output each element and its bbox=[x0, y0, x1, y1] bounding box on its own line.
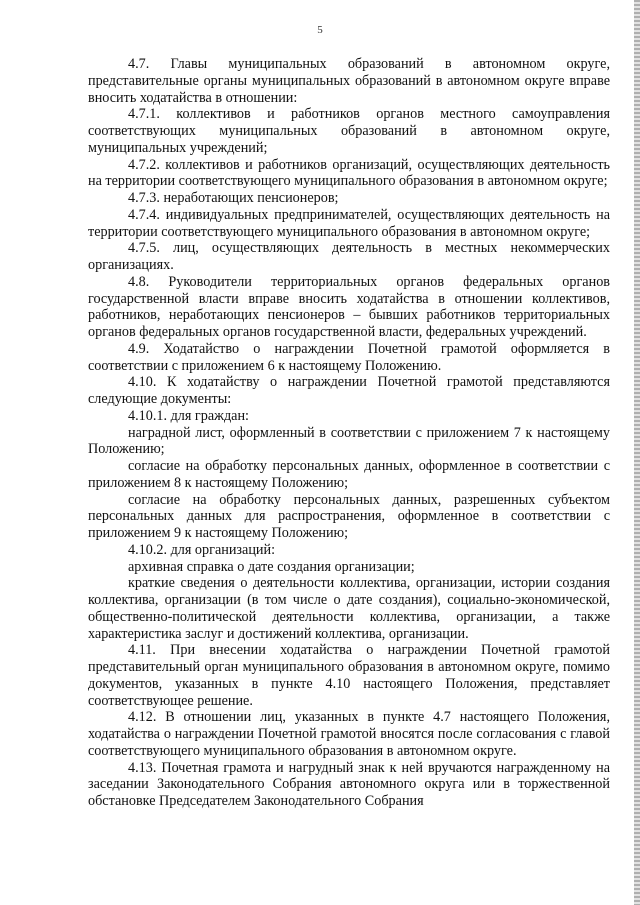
paragraph-4-12: 4.12. В отношении лиц, указанных в пункте 4.7 настоящего Положения, ходатайства о награждении Почетной грамотой вносятся после согласования с главой соответствующего муниципального образования в автономном округе. bbox=[88, 709, 610, 759]
page-number: 5 bbox=[317, 24, 323, 36]
document-body bbox=[88, 56, 610, 810]
paragraph-archive-certificate: архивная справка о дате создания организации; bbox=[128, 558, 415, 575]
paragraph-4-7-3: 4.7.3. неработающих пенсионеров; bbox=[128, 190, 339, 206]
paragraph-4-7-1: 4.7.1. коллективов и работников органов местного самоуправления соответствующих муниципальных образований в автономном округе, муниципальных учреждений; bbox=[88, 106, 610, 156]
paragraph-4-10: 4.10. К ходатайству о награждении Почетной грамотой представляются следующие документы: bbox=[88, 374, 610, 407]
paragraph-4-11: 4.11. При внесении ходатайства о награждении Почетной грамотой представительный орган муниципального образования в автономном округе, помимо документов, указанных в пункте 4.10 настоящего Положения, представляет соответствующее решение. bbox=[88, 642, 610, 709]
scan-edge bbox=[634, 0, 640, 905]
paragraph-consent-distribution: согласие на обработку персональных данных, разрешенных субъектом персональных данных для распространения, оформленное в соответствии с приложением 9 к настоящему Положению; bbox=[88, 491, 610, 541]
paragraph-4-8: 4.8. Руководители территориальных органов федеральных органов государственной власти вправе вносить ходатайства в отношении коллективов, работников, неработающих пенсионеров – бывших работников территориальных органов федеральных органов государственной власти, федеральных учреждений. bbox=[88, 273, 610, 340]
paragraph-4-10-1: 4.10.1. для граждан: bbox=[128, 407, 249, 424]
paragraph-4-13: 4.13. Почетная грамота и нагрудный знак к ней вручаются награжденному на заседании Законодательного Собрания автономного округа или в торжественной обстановке Председателем Законодательного Собрания bbox=[88, 759, 610, 809]
paragraph-4-7-4: 4.7.4. индивидуальных предпринимателей, осуществляющих деятельность на территории соответствующего муниципального образования в автономном округе; bbox=[88, 206, 610, 240]
paragraph-4-7: 4.7. Главы муниципальных образований в автономном округе, представительные органы муниципальных образований в автономном округе вправе вносить ходатайства в отношении: bbox=[88, 56, 610, 106]
paragraph-4-7-5: 4.7.5. лиц, осуществляющих деятельность в местных некоммерческих организациях. bbox=[88, 240, 610, 273]
paragraph-brief-info: краткие сведения о деятельности коллектива, организации, истории создания коллектива, организации (в том числе о дате создания), социально-экономической, общественно-политической деятельности коллектива, организации, а также характеристика заслуг и достижений коллектива, организации. bbox=[88, 575, 610, 642]
paragraph-consent-personal-data: согласие на обработку персональных данных, оформленное в соответствии с приложением 8 к настоящему Положению; bbox=[88, 458, 610, 491]
paragraph-4-10-2: 4.10.2. для организаций: bbox=[128, 541, 276, 558]
paragraph-award-sheet: наградной лист, оформленный в соответствии с приложением 7 к настоящему Положению; bbox=[88, 424, 610, 458]
paragraph-4-7-2: 4.7.2. коллективов и работников организаций, осуществляющих деятельность на территории соответствующего муниципального образования в автономном округе; bbox=[88, 156, 610, 190]
paragraph-4-9: 4.9. Ходатайство о награждении Почетной грамотой оформляется в соответствии с приложением 6 к настоящему Положению. bbox=[88, 340, 610, 374]
